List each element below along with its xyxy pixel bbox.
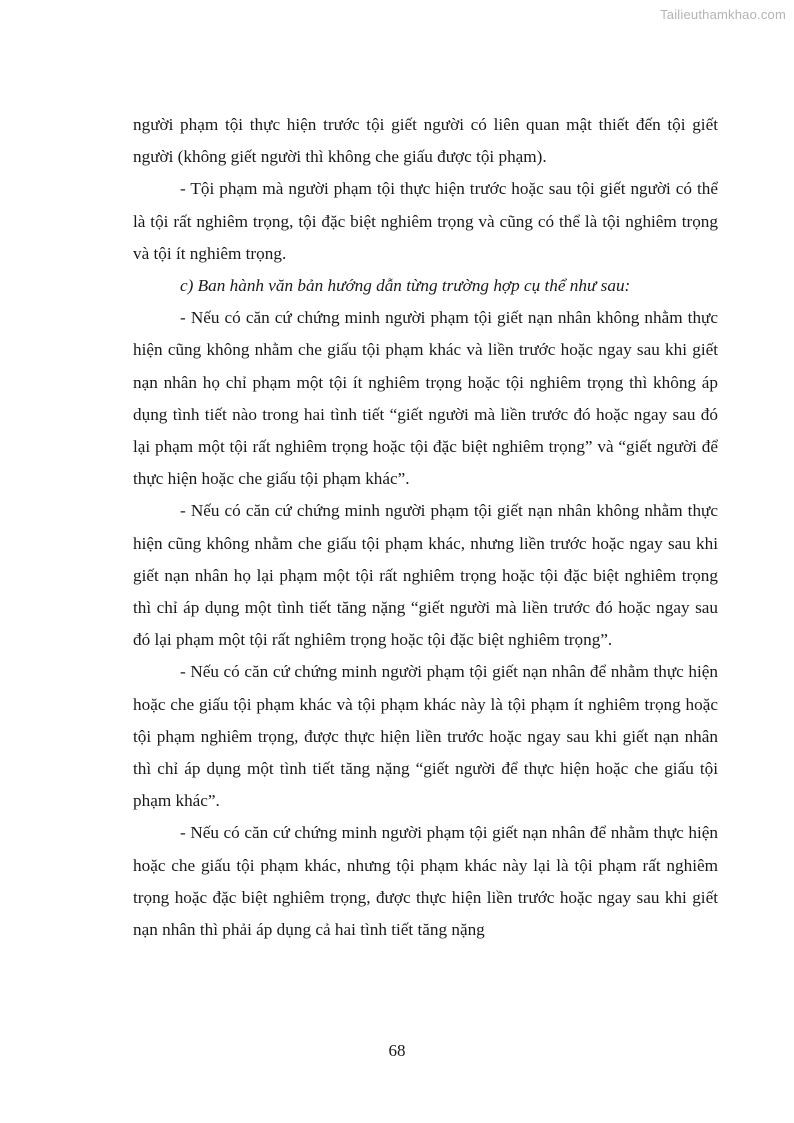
paragraph-7: - Nếu có căn cứ chứng minh người phạm tội giết nạn nhân để nhằm thực hiện hoặc che giấu tội phạm khác, nhưng tội phạm khác này lại là tội phạm rất nghiêm trọng hoặc đặc biệt nghiêm trọng, được thực hiện liền trước hoặc ngay sau khi giết nạn nhân thì phải áp dụng cả hai tình tiết tăng nặng [133, 823, 718, 940]
paragraph-3-heading: c) Ban hành văn bản hướng dẫn từng trường hợp cụ thể như sau: [180, 276, 631, 296]
paragraph-4: - Nếu có căn cứ chứng minh người phạm tội giết nạn nhân không nhằm thực hiện cũng không nhằm che giấu tội phạm khác và liền trước hoặc ngay sau khi giết nạn nhân họ chỉ phạm một tội ít nghiêm trọng hoặc tội nghiêm trọng thì không áp dụng tình tiết nào trong hai tình tiết “giết người mà liền trước đó hoặc ngay sau đó lại phạm một tội rất nghiêm trọng hoặc tội đặc biệt nghiêm trọng” và “giết người để thực hiện hoặc che giấu tội phạm khác”. [133, 308, 718, 489]
paragraph-5: - Nếu có căn cứ chứng minh người phạm tội giết nạn nhân không nhằm thực hiện cũng không nhằm che giấu tội phạm khác, nhưng liền trước hoặc ngay sau khi giết nạn nhân họ lại phạm một tội rất nghiêm trọng hoặc tội đặc biệt nghiêm trọng thì chỉ áp dụng một tình tiết tăng nặng “giết người mà liền trước đó hoặc ngay sau đó lại phạm một tội rất nghiêm trọng hoặc tội đặc biệt nghiêm trọng”. [133, 501, 718, 650]
paragraph-1: người phạm tội thực hiện trước tội giết người có liên quan mật thiết đến tội giết người (không giết người thì không che giấu được tội phạm). [133, 115, 718, 167]
page-number: 68 [388, 1041, 406, 1060]
watermark-text: Tailieuthamkhao.com [660, 7, 786, 22]
document-body [133, 109, 718, 946]
paragraph-2: - Tội phạm mà người phạm tội thực hiện trước hoặc sau tội giết người có thể là tội rất nghiêm trọng, tội đặc biệt nghiêm trọng và cũng có thể là tội nghiêm trọng và tội ít nghiêm trọng. [133, 179, 718, 263]
paragraph-6: - Nếu có căn cứ chứng minh người phạm tội giết nạn nhân để nhằm thực hiện hoặc che giấu tội phạm khác và tội phạm khác này là tội phạm ít nghiêm trọng hoặc tội phạm nghiêm trọng, được thực hiện liền trước hoặc ngay sau khi giết nạn nhân thì chỉ áp dụng một tình tiết tăng nặng “giết người để thực hiện hoặc che giấu tội phạm khác”. [133, 662, 718, 811]
